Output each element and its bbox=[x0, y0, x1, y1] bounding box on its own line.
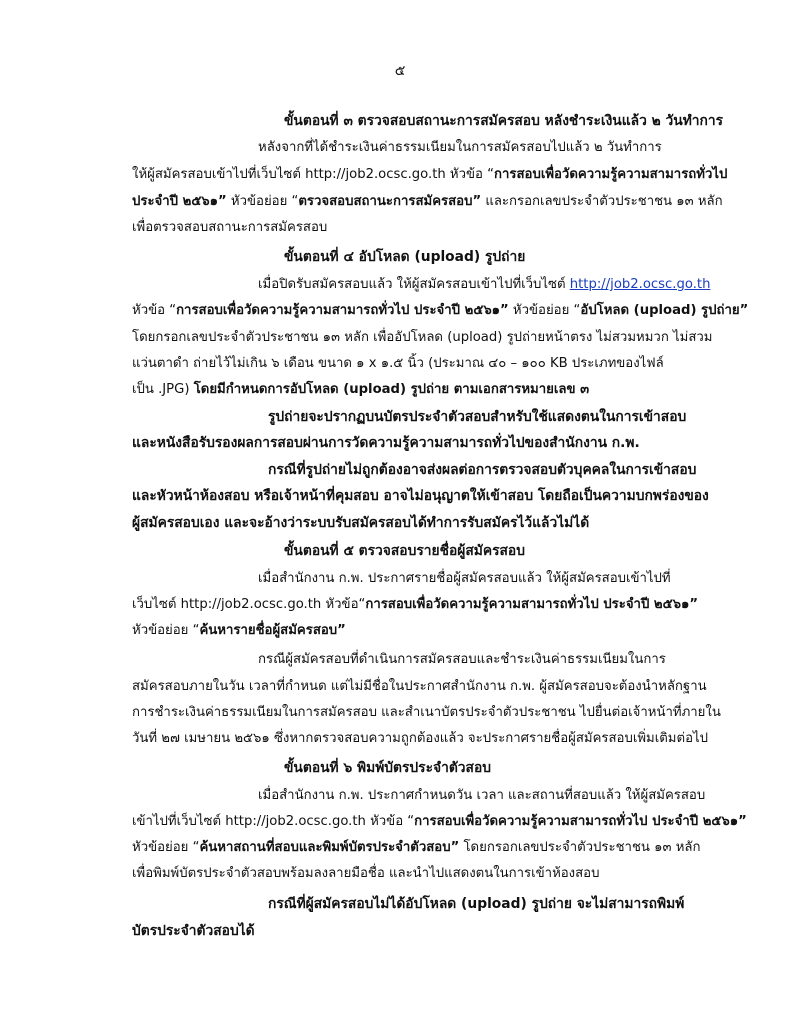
step5-text-line: สมัครสอบภายในวัน เวลาที่กำหนด แต่ไม่มีชื่อในประกาศสำนักงาน ก.พ. ผู้สมัครสอบจะต้องนำหลักฐาน bbox=[132, 679, 707, 694]
step5-heading: ขั้นตอนที่ ๕ ตรวจสอบรายชื่อผู้สมัครสอบ bbox=[284, 543, 525, 559]
step4-warning-line: ผู้สมัครสอบเอง และจะอ้างว่าระบบรับสมัครสอบได้ทำการรับสมัครไว้แล้วไม่ได้ bbox=[132, 515, 590, 531]
step4-text-line: เป็น .JPG) โดยมีกำหนดการอัปโหลด (upload) รูปถ่าย ตามเอกสารหมายเลข ๓ bbox=[132, 382, 590, 397]
step4-heading: ขั้นตอนที่ ๔ อัปโหลด (upload) รูปถ่าย bbox=[284, 249, 526, 265]
step6-text-line: เมื่อสำนักงาน ก.พ. ประกาศกำหนดวัน เวลา และสถานที่สอบแล้ว ให้ผู้สมัครสอบ bbox=[258, 788, 706, 803]
step5-text-line: วันที่ ๒๗ เมษายน ๒๕๖๑ ซึ่งหากตรวจสอบความถูกต้องแล้ว จะประกาศรายชื่อผู้สมัครสอบเพิ่มเติมต่อไป bbox=[132, 731, 708, 746]
step6-heading: ขั้นตอนที่ ๖ พิมพ์บัตรประจำตัวสอบ bbox=[284, 760, 491, 776]
step5-text-line: การชำระเงินค่าธรรมเนียมในการสมัครสอบ และสำเนาบัตรประจำตัวประชาชน ไปยื่นต่อเจ้าหน้าที่ภายใน bbox=[132, 705, 721, 720]
step4-text-line: แว่นตาดำ ถ่ายไว้ไม่เกิน ๖ เดือน ขนาด ๑ x ๑.๕ นิ้ว (ประมาณ ๔๐ – ๑๐๐ KB ประเภทของไฟล์ bbox=[132, 356, 664, 371]
step3-text-line: ให้ผู้สมัครสอบเข้าไปที่เว็บไซต์ http://job2.ocsc.go.th หัวข้อ “การสอบเพื่อวัดความรู้ความสามารถทั่วไป bbox=[132, 167, 728, 182]
step4-note-line: และหนังสือรับรองผลการสอบผ่านการวัดความรู้ความสามารถทั่วไปของสำนักงาน ก.พ. bbox=[132, 435, 640, 451]
step3-text-line: ประจำปี ๒๕๖๑” หัวข้อย่อย “ตรวจสอบสถานะการสมัครสอบ” และกรอกเลขประจำตัวประชาชน ๑๓ หลัก bbox=[132, 194, 723, 209]
step4-text-line: โดยกรอกเลขประจำตัวประชาชน ๑๓ หลัก เพื่ออัปโหลด (upload) รูปถ่ายหน้าตรง ไม่สวมหมวก ไม่สวม bbox=[132, 330, 713, 345]
step5-text-line: เว็บไซต์ http://job2.ocsc.go.th หัวข้อ“การสอบเพื่อวัดความรู้ความสามารถทั่วไป ประจำปี ๒๕๖๑” bbox=[132, 597, 698, 612]
step3-text-line: หลังจากที่ได้ชำระเงินค่าธรรมเนียมในการสมัครสอบไปแล้ว ๒ วันทำการ bbox=[258, 140, 662, 155]
step6-text-line: หัวข้อย่อย “ค้นหาสถานที่สอบและพิมพ์บัตรประจำตัวสอบ” โดยกรอกเลขประจำตัวประชาชน ๑๓ หลัก bbox=[132, 840, 701, 855]
step3-heading: ขั้นตอนที่ ๓ ตรวจสอบสถานะการสมัครสอบ หลังชำระเงินแล้ว ๒ วันทำการ bbox=[284, 113, 724, 129]
step4-text-line: หัวข้อ “การสอบเพื่อวัดความรู้ความสามารถทั่วไป ประจำปี ๒๕๖๑” หัวข้อย่อย “อัปโหลด (upload) รูปถ่าย” bbox=[132, 303, 749, 318]
step6-text-line: เข้าไปที่เว็บไซต์ http://job2.ocsc.go.th หัวข้อ “การสอบเพื่อวัดความรู้ความสามารถทั่วไป ประจำปี ๒๕๖๑” bbox=[132, 814, 747, 829]
step4-text-line: เมื่อปิดรับสมัครสอบแล้ว ให้ผู้สมัครสอบเข้าไปที่เว็บไซต์ http://job2.ocsc.go.th bbox=[258, 277, 711, 292]
step4-warning-line: กรณีที่รูปถ่ายไม่ถูกต้องอาจส่งผลต่อการตรวจสอบตัวบุคคลในการเข้าสอบ bbox=[268, 462, 697, 478]
step6-note-line: กรณีที่ผู้สมัครสอบไม่ได้อัปโหลด (upload) รูปถ่าย จะไม่สามารถพิมพ์ bbox=[268, 896, 685, 912]
step3-text-line: เพื่อตรวจสอบสถานะการสมัครสอบ bbox=[132, 220, 328, 235]
step4-note-line: รูปถ่ายจะปรากฏบนบัตรประจำตัวสอบสำหรับใช้แสดงตนในการเข้าสอบ bbox=[268, 409, 687, 425]
page-number: ๕ bbox=[394, 63, 406, 79]
step4-warning-line: และหัวหน้าห้องสอบ หรือเจ้าหน้าที่คุมสอบ อาจไม่อนุญาตให้เข้าสอบ โดยถือเป็นความบกพร่องของ bbox=[132, 488, 709, 504]
step5-text-line: หัวข้อย่อย “ค้นหารายชื่อผู้สมัครสอบ” bbox=[132, 623, 346, 638]
step5-text-line: เมื่อสำนักงาน ก.พ. ประกาศรายชื่อผู้สมัครสอบแล้ว ให้ผู้สมัครสอบเข้าไปที่ bbox=[258, 571, 671, 586]
step6-text-line: เพื่อพิมพ์บัตรประจำตัวสอบพร้อมลงลายมือชื่อ และนำไปแสดงตนในการเข้าห้องสอบ bbox=[132, 866, 600, 881]
step6-note-line: บัตรประจำตัวสอบได้ bbox=[132, 923, 255, 939]
step5-text-line: กรณีผู้สมัครสอบที่ดำเนินการสมัครสอบและชำระเงินค่าธรรมเนียมในการ bbox=[258, 652, 666, 667]
ocsc-website-link[interactable]: http://job2.ocsc.go.th bbox=[569, 277, 711, 292]
